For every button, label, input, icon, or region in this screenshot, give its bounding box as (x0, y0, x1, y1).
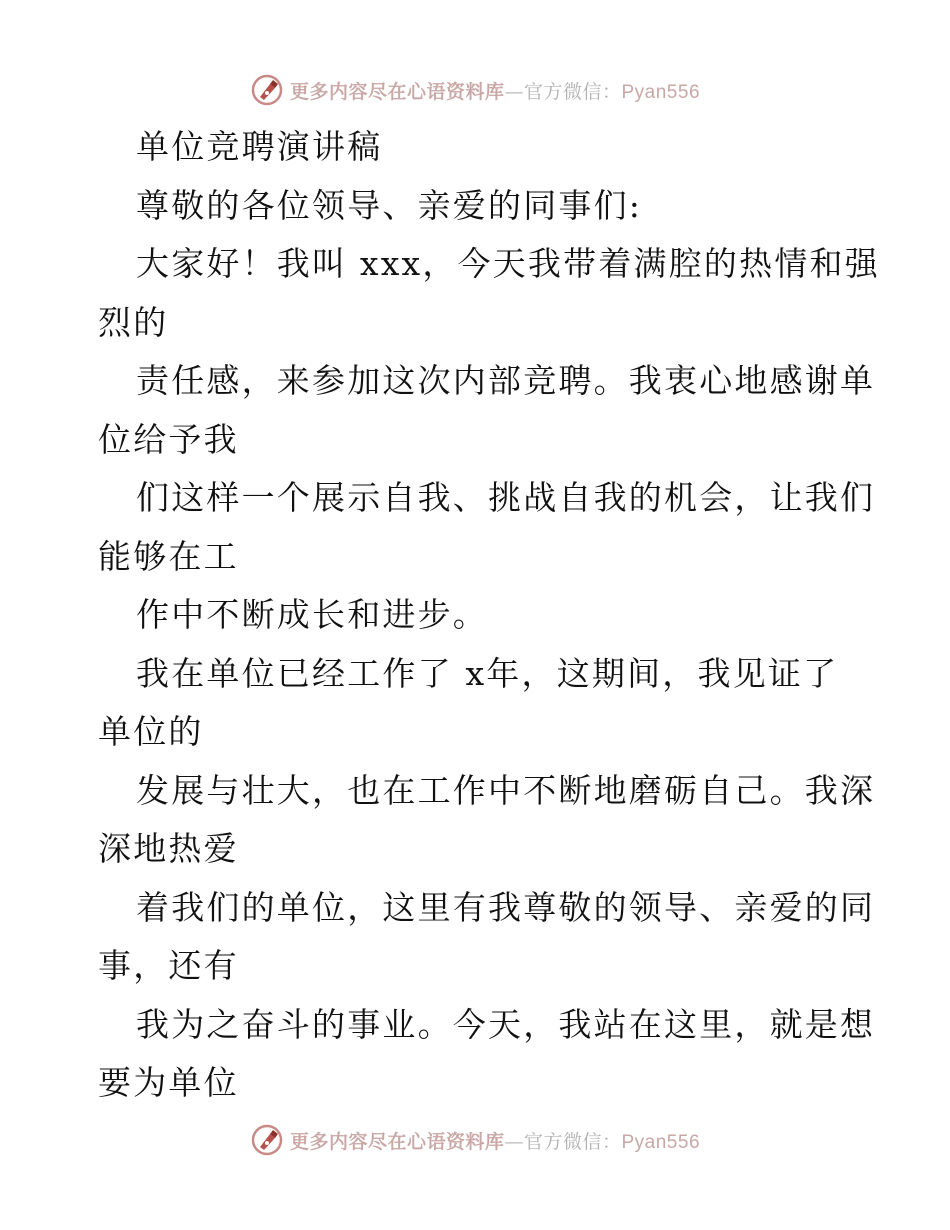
paragraph-line: 要为单位 (98, 1063, 239, 1102)
footer-watermark (0, 1120, 950, 1160)
document-body (98, 118, 880, 1113)
watermark-main: 更多内容尽在心语资料库 (289, 80, 505, 103)
paragraph-line: 单位的 (98, 712, 204, 751)
header-watermark (0, 70, 950, 110)
watermark-separator: — (504, 1130, 524, 1153)
pen-nib-circle-icon (250, 73, 284, 107)
document-title: 单位竞聘演讲稿 (136, 127, 383, 166)
paragraph-line: 大家好！我叫 xxx，今天我带着满腔的热情和强 (136, 244, 880, 283)
paragraph-line: 位给予我 (98, 419, 239, 459)
paragraph-line: 我在单位已经工作了 x年，这期间，我见证了 (136, 653, 839, 693)
paragraph-line: 发展与壮大，也在工作中不断地磨砺自己。我深 (136, 770, 876, 810)
watermark-text (290, 77, 700, 104)
paragraph-line: 们这样一个展示自我、挑战自我的机会，让我们 (136, 478, 876, 517)
paragraph-line: 事，还有 (98, 946, 239, 985)
paragraph-line: 能够在工 (98, 536, 239, 576)
watermark-separator: — (504, 80, 524, 103)
paragraph-line: 着我们的单位，这里有我尊敬的领导、亲爱的同 (136, 887, 876, 927)
watermark-account: Pyan556 (621, 81, 701, 103)
watermark-text (290, 1127, 700, 1154)
watermark-account: Pyan556 (621, 1131, 701, 1153)
paragraph-line: 作中不断成长和进步。 (136, 595, 488, 634)
salutation: 尊敬的各位领导、亲爱的同事们: (136, 185, 643, 225)
paragraph-line: 烈的 (98, 302, 169, 342)
watermark-official: 官方微信： (523, 80, 622, 103)
paragraph-line: 责任感，来参加这次内部竞聘。我衷心地感谢单 (136, 361, 876, 400)
paragraph-line: 深地热爱 (98, 829, 239, 868)
paragraph-line: 我为之奋斗的事业。今天，我站在这里，就是想 (136, 1004, 876, 1044)
pen-nib-circle-icon (250, 1123, 284, 1157)
watermark-official: 官方微信： (523, 1130, 622, 1153)
watermark-main: 更多内容尽在心语资料库 (289, 1130, 505, 1153)
